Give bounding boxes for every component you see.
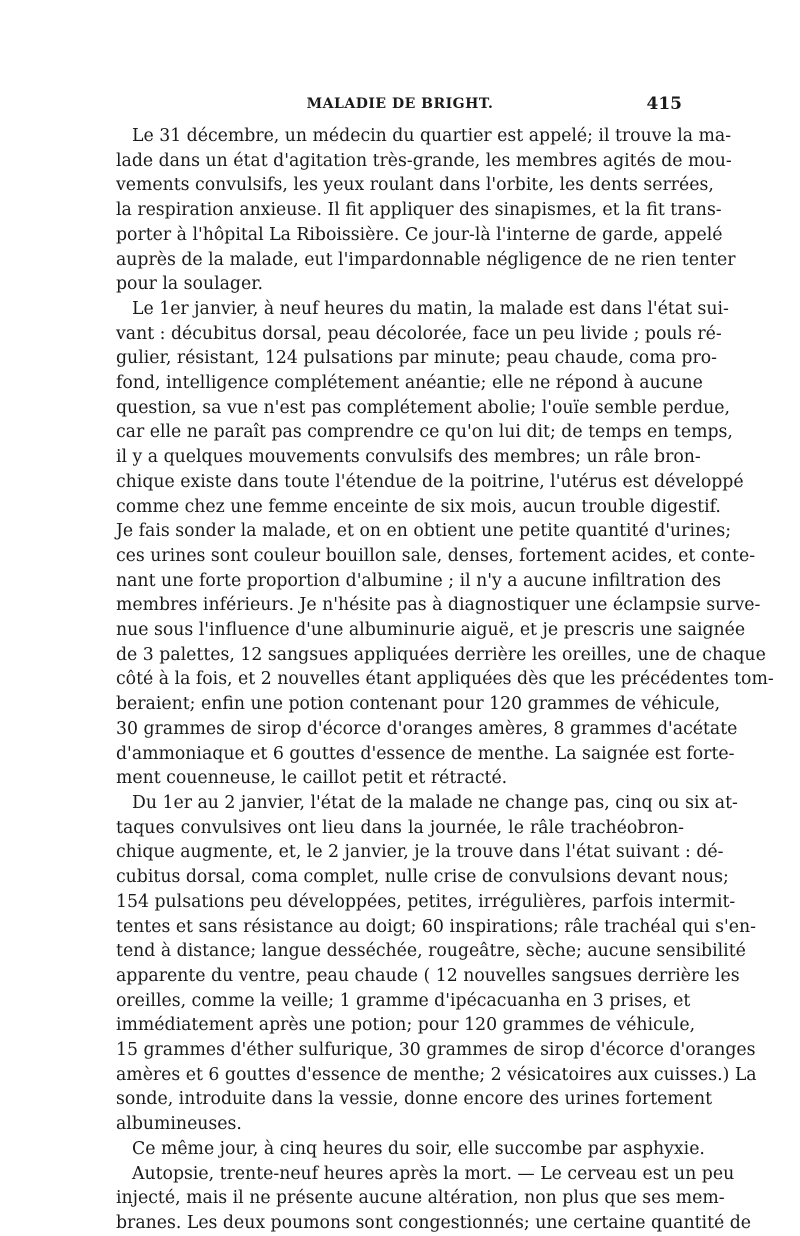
text-line: taques convulsives ont lieu dans la journée, le râle trachéobron- — [116, 817, 684, 838]
paragraph — [116, 1137, 705, 1162]
text-line: pour la soulager. — [116, 274, 264, 295]
text-line: Du 1er au 2 janvier, l'état de la malade ne change pas, cinq ou six at- — [132, 792, 738, 813]
text-line: sonde, introduite dans la vessie, donne encore des urines fortement — [116, 1089, 713, 1110]
text-line: 154 pulsations peu développées, petites, irrégulières, parfois intermit- — [116, 891, 736, 912]
text-line: nue sous l'influence d'une albuminurie aiguë, et je prescris une saignée — [116, 620, 746, 641]
text-line: fond, intelligence complétement anéantie; elle ne répond à aucune — [116, 373, 703, 394]
text-line: porter à l'hôpital La Riboissière. Ce jour-là l'interne de garde, appelé — [116, 224, 723, 245]
text-line: ment couenneuse, le caillot petit et rétracté. — [116, 768, 508, 789]
text-line: d'ammoniaque et 6 gouttes d'essence de menthe. La saignée est forte- — [116, 743, 735, 764]
running-title: MALADIE DE BRIGHT. — [306, 96, 494, 112]
text-line: 15 grammes d'éther sulfurique, 30 grammes de sirop d'écorce d'oranges — [116, 1040, 756, 1061]
text-line: la respiration anxieuse. Il fit appliquer des sinapismes, et la fit trans- — [116, 200, 722, 221]
paragraph — [116, 297, 774, 791]
text-line: lade dans un état d'agitation très-grande, les membres agités de mou- — [116, 150, 732, 171]
text-line: ces urines sont couleur bouillon sale, denses, fortement acides, et conte- — [116, 545, 756, 566]
text-line: beraient; enfin une potion contenant pour 120 grammes de véhicule, — [116, 694, 721, 715]
text-line: immédiatement après une potion; pour 120 grammes de véhicule, — [116, 1015, 696, 1036]
text-line: de 3 palettes, 12 sangsues appliquées derrière les oreilles, une de chaque — [116, 644, 766, 665]
text-line: amères et 6 gouttes d'essence de menthe; 2 vésicatoires aux cuisses.) La — [116, 1064, 757, 1085]
text-line: Je fais sonder la malade, et on en obtient une petite quantité d'urines; — [116, 521, 732, 542]
text-line: injecté, mais il ne présente aucune altération, non plus que ses mem- — [116, 1188, 725, 1209]
body-text — [116, 124, 774, 1236]
text-line: branes. Les deux poumons sont congestionnés; une certaine quantité de — [116, 1212, 752, 1233]
text-line: il y a quelques mouvements convulsifs des membres; un râle bron- — [116, 447, 701, 468]
text-line: albumineuses. — [116, 1114, 242, 1135]
text-line: gulier, résistant, 124 pulsations par minute; peau chaude, coma pro- — [116, 348, 717, 369]
text-line: 30 grammes de sirop d'écorce d'oranges amères, 8 grammes d'acétate — [116, 718, 738, 739]
paragraph — [116, 791, 757, 1137]
text-line: Le 1er janvier, à neuf heures du matin, la malade est dans l'état sui- — [132, 298, 729, 319]
text-line: côté à la fois, et 2 nouvelles étant appliquées dès que les précédentes tom- — [116, 669, 774, 690]
page-header — [116, 94, 684, 122]
text-line: nant une forte proportion d'albumine ; il n'y a aucune infiltration des — [116, 570, 722, 591]
text-line: apparente du ventre, peau chaude ( 12 nouvelles sangsues derrière les — [116, 965, 740, 986]
text-line: car elle ne paraît pas comprendre ce qu'on lui dit; de temps en temps, — [116, 422, 733, 443]
text-line: tentes et sans résistance au doigt; 60 inspirations; râle trachéal qui s'en- — [116, 916, 756, 937]
text-line: oreilles, comme la veille; 1 gramme d'ipécacuanha en 3 prises, et — [116, 990, 691, 1011]
paragraph — [116, 1162, 752, 1236]
text-line: Autopsie, trente-neuf heures après la mort. — Le cerveau est un peu — [132, 1163, 735, 1184]
text-line: comme chez une femme enceinte de six mois, aucun trouble digestif. — [116, 496, 721, 517]
page-number: 415 — [646, 94, 682, 114]
text-line: membres inférieurs. Je n'hésite pas à diagnostiquer une éclampsie surve- — [116, 595, 761, 616]
book-page — [116, 94, 774, 1236]
text-line: Le 31 décembre, un médecin du quartier est appelé; il trouve la ma- — [132, 126, 732, 146]
text-line: tend à distance; langue desséchée, rougeâtre, sèche; aucune sensibilité — [116, 941, 746, 962]
paragraph — [116, 124, 736, 297]
text-line: Ce même jour, à cinq heures du soir, elle succombe par asphyxie. — [132, 1138, 705, 1159]
text-line: question, sa vue n'est pas complétement abolie; l'ouïe semble perdue, — [116, 397, 731, 418]
text-line: auprès de la malade, eut l'impardonnable négligence de ne rien tenter — [116, 249, 736, 270]
text-line: chique augmente, et, le 2 janvier, je la trouve dans l'état suivant : dé- — [116, 842, 724, 863]
text-line: vant : décubitus dorsal, peau décolorée, face un peu livide ; pouls ré- — [116, 323, 722, 344]
text-line: vements convulsifs, les yeux roulant dans l'orbite, les dents serrées, — [116, 175, 714, 196]
text-line: cubitus dorsal, coma complet, nulle crise de convulsions devant nous; — [116, 867, 729, 888]
text-line: chique existe dans toute l'étendue de la poitrine, l'utérus est développé — [116, 471, 744, 492]
